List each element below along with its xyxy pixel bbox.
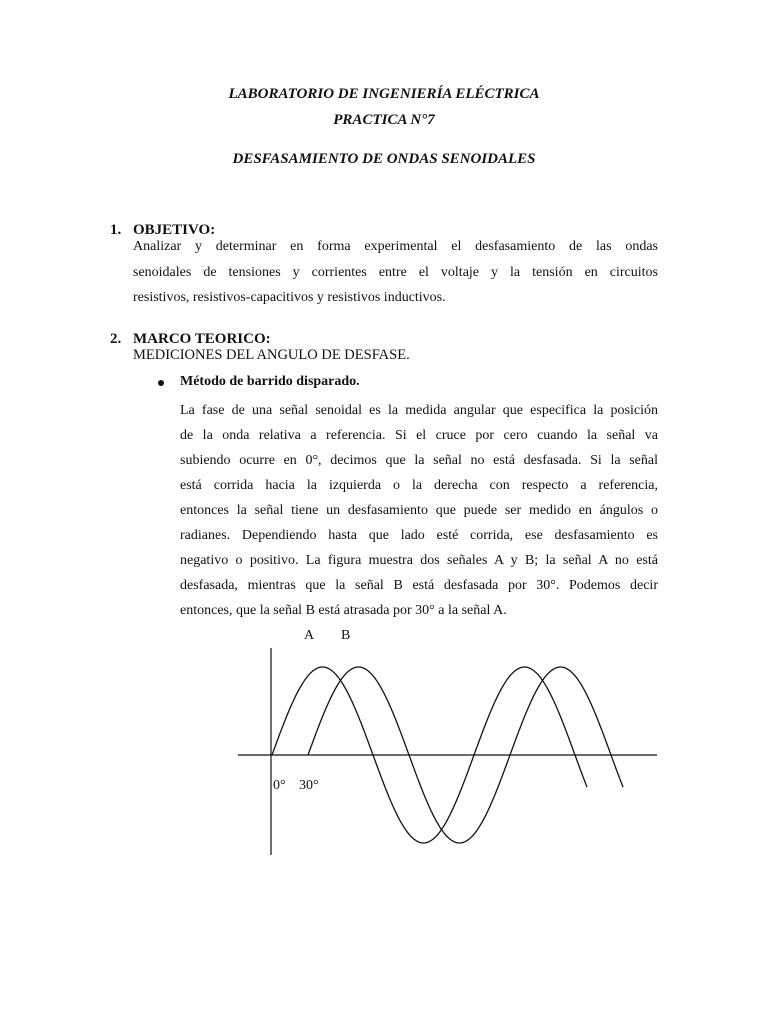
signal-a-label: A <box>304 628 315 643</box>
sine-wave-figure <box>230 640 660 860</box>
zero-degree-label: 0° <box>273 778 286 793</box>
objective-line-2: senoidales de tensiones y corrientes entre el voltaje y la tensión en circuitos <box>133 265 658 280</box>
lab-title: LABORATORIO DE INGENIERÍA ELÉCTRICA <box>228 86 540 102</box>
section-2-subtitle: MEDICIONES DEL ANGULO DE DESFASE. <box>133 347 410 363</box>
bullet-icon <box>158 380 164 386</box>
thirty-degree-label: 30° <box>299 778 319 793</box>
section-2-title: MARCO TEORICO: <box>133 331 271 347</box>
method-line-3: subiendo ocurre en 0°, decimos que la señal no está desfasada. Si la señal <box>180 453 658 468</box>
method-line-4: está corrida hacia la izquierda o la derecha con respecto a referencia, <box>180 478 658 493</box>
method-line-6: radianes. Dependiendo hasta que lado esté corrida, ese desfasamiento es <box>180 528 658 543</box>
method-line-1: La fase de una señal senoidal es la medida angular que especifica la posición <box>180 403 658 418</box>
method-line-5: entonces la señal tiene un desfasamiento que puede ser medido en ángulos o <box>180 503 658 518</box>
section-1-number: 1. <box>110 222 122 238</box>
section-2-number: 2. <box>110 331 122 347</box>
signal-b-label: B <box>341 628 351 643</box>
method-line-2: de la onda relativa a referencia. Si el cruce por cero cuando la señal va <box>180 428 658 443</box>
section-1-title: OBJETIVO: <box>133 222 216 238</box>
method-line-7: negativo o positivo. La figura muestra dos señales A y B; la señal A no está <box>180 553 658 568</box>
method-heading: Método de barrido disparado. <box>180 374 360 389</box>
method-line-9: entonces, que la señal B está atrasada por 30° a la señal A. <box>180 603 507 618</box>
practice-number: PRACTICA N°7 <box>333 112 435 128</box>
objective-line-1: Analizar y determinar en forma experimental el desfasamiento de las ondas <box>133 239 658 254</box>
objective-line-3: resistivos, resistivos-capacitivos y resistivos inductivos. <box>133 290 446 305</box>
method-line-8: desfasada, mientras que la señal B está desfasada por 30°. Podemos decir <box>180 578 658 593</box>
document-subject: DESFASAMIENTO DE ONDAS SENOIDALES <box>232 151 536 167</box>
